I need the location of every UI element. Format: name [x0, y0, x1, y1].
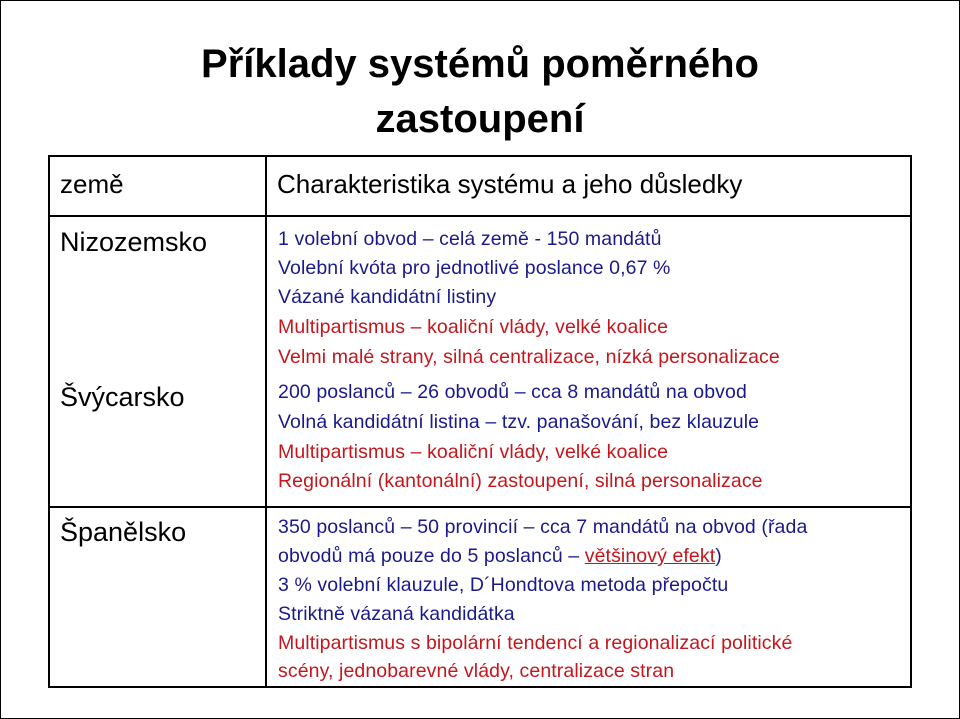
- column-divider: [265, 157, 267, 686]
- spain-line-2-text: obvodů má pouze do 5 poslanců –: [278, 545, 585, 567]
- netherlands-line-3: Vázané kandidátní listiny: [278, 286, 497, 308]
- switzerland-line-3: Multipartismus – koaliční vlády, velké koalice: [278, 441, 669, 463]
- country-spain: Španělsko: [60, 517, 187, 547]
- switzerland-line-4: Regionální (kantonální) zastoupení, silná personalizace: [278, 470, 763, 492]
- spain-line-4: Striktně vázaná kandidátka: [278, 603, 515, 625]
- switzerland-line-1: 200 poslanců – 26 obvodů – cca 8 mandátů na obvod: [278, 381, 747, 403]
- netherlands-line-1: 1 volební obvod – celá země - 150 mandátů: [278, 228, 662, 250]
- country-switzerland: Švýcarsko: [60, 382, 185, 412]
- spain-line-1: 350 poslanců – 50 provincií – cca 7 mandátů na obvod (řada: [278, 516, 808, 538]
- header-divider: [50, 215, 910, 217]
- header-characteristics: Charakteristika systému a jeho důsledky: [277, 169, 743, 199]
- spain-line-5: Multipartismus s bipolární tendencí a regionalizací politické: [278, 632, 793, 654]
- comparison-table: [48, 155, 912, 688]
- slide-title-line-1: Příklady systémů poměrného: [201, 42, 759, 86]
- spain-line-2-close: ): [715, 545, 722, 567]
- spain-line-2: [278, 545, 722, 567]
- header-country: země: [60, 169, 124, 199]
- slide-title-line-2: zastoupení: [375, 97, 585, 141]
- netherlands-line-5: Velmi malé strany, silná centralizace, nízká personalizace: [278, 346, 780, 368]
- switzerland-line-2: Volná kandidátní listina – tzv. panašování, bez klauzule: [278, 411, 760, 433]
- row-divider: [50, 506, 910, 508]
- netherlands-line-2: Volební kvóta pro jednotlivé poslance 0,67 %: [278, 257, 671, 279]
- majority-effect-link[interactable]: většinový efekt: [584, 545, 716, 567]
- netherlands-line-4: Multipartismus – koaliční vlády, velké koalice: [278, 316, 669, 338]
- spain-line-6: scény, jednobarevné vlády, centralizace stran: [278, 660, 675, 682]
- spain-line-3: 3 % volební klauzule, D´Hondtova metoda přepočtu: [278, 574, 729, 596]
- country-netherlands: Nizozemsko: [60, 227, 208, 257]
